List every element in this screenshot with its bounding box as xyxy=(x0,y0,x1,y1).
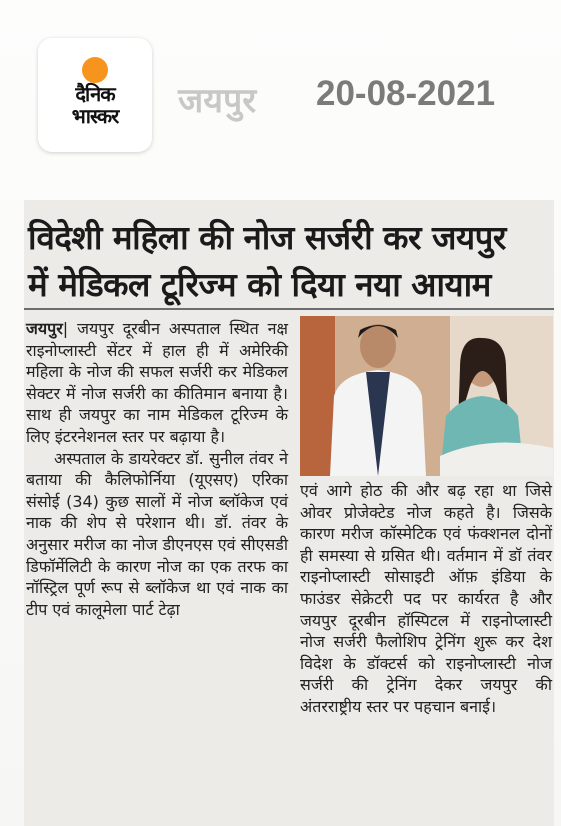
paragraph-3: एवं आगे होठ की और बढ़ रहा था जिसे ओवर प्रोजेक्टेड नोज कहते है। जिसके कारण मरीज कॉस्मेटिक एवं फंक्शनल दोनों ही समस्या से ग्रसित थी। वर्तमान में डॉ तंवर राइनोप्लास्टी सोसाइटी ऑफ़ इंडिया के फाउंडर सेक्रेटरी पद पर कार्यरत है और जयपुर दूरबीन हॉस्पिटल में राइनोप्लास्टी नोज सर्जरी फैलोशिप ट्रेनिंग शुरू कर देश विदेश के डॉक्टर्स को राइनोप्लास्टी नोज सर्जरी की ट्रेनिंग देकर जयपुर की अंतरराष्ट्रीय स्तर पर पहचान बनाई। xyxy=(300,481,552,716)
photo-illustration xyxy=(300,316,553,476)
paragraph-2: अस्पताल के डायरेक्टर डॉ. सुनील तंवर ने बताया की कैलिफोर्निया (यूएसए) एरिका संसोई (34) कुछ सालों में नोज ब्लॉकेज एवं नाक की शेप से परेशान थी। डॉ. तंवर के अनुसार मरीज का नोज डीएनएस एवं सीएसडी डिफॉर्मेलिटी के कारण नोज का एक तरफ का नॉस्ट्रिल पूर्ण रूप से ब्लॉकेज था एवं नाक का टीप एवं कालूमेला पार्ट टेढ़ा xyxy=(26,448,288,619)
dainik-bhaskar-logo xyxy=(38,38,152,152)
logo-line-2: भास्कर xyxy=(71,104,119,128)
doctor-patient-photo xyxy=(300,316,553,476)
date-label: 20-08-2021 xyxy=(316,74,496,113)
city-label: जयपुर xyxy=(178,81,257,121)
paragraph-1: जयपुर| जयपुर दूरबीन अस्पताल स्थित नक्ष राइनोप्लास्टी सेंटर में हाल ही में अमेरिकी महिला के नोज की सफल सर्जरी कर मेडिकल सेक्टर में नोज सर्जरी का कीतिमान बनाया है। साथ ही जयपुर का नाम मेडिकल टूरिज्म के लिए इंटरनेशनल स्तर पर बढ़ाया है। xyxy=(26,319,288,446)
headline-line-2: में मेडिकल टूरिज्म को दिया नया आयाम xyxy=(28,265,491,304)
left-column xyxy=(26,318,288,620)
sun-icon xyxy=(82,57,108,83)
headline-divider xyxy=(24,308,554,310)
right-column xyxy=(300,480,552,718)
headline xyxy=(28,214,553,308)
logo-line-1: दैनिक xyxy=(75,82,115,106)
paragraph-1-text: जयपुर दूरबीन अस्पताल स्थित नक्ष राइनोप्लास्टी सेंटर में हाल ही में अमेरिकी महिला के नोज की सफल सर्जरी कर मेडिकल सेक्टर में नोज सर्जरी का कीतिमान बनाया है। साथ ही जयपुर का नाम मेडिकल टूरिज्म के लिए इंटरनेशनल स्तर पर बढ़ाया है। xyxy=(26,319,288,446)
dateline: जयपुर xyxy=(26,319,63,338)
headline-line-1: विदेशी महिला की नोज सर्जरी कर जयपुर xyxy=(28,218,506,257)
